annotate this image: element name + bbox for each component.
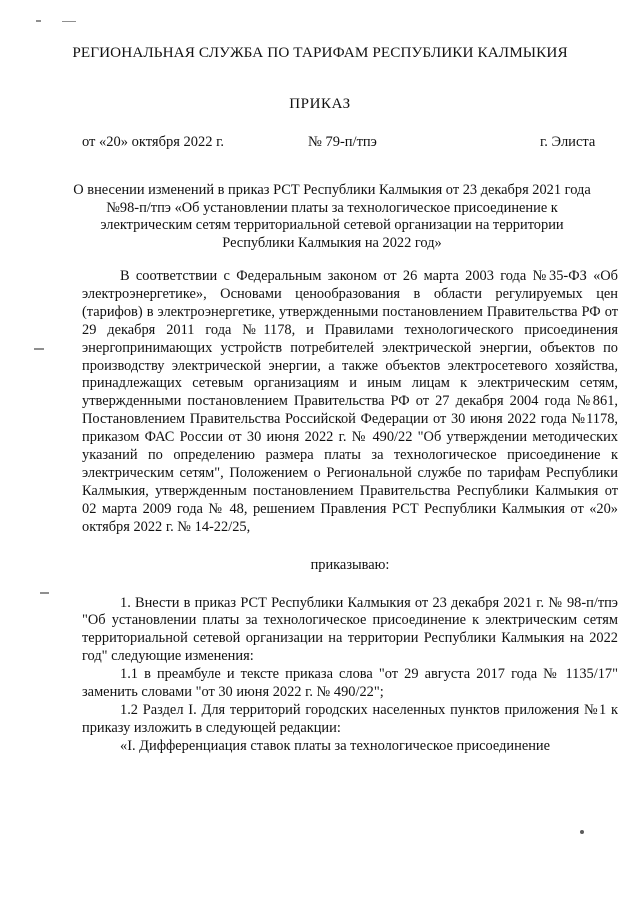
- order-number: № 79-п/тпэ: [308, 134, 377, 150]
- orders-heading: приказываю:: [310, 556, 390, 573]
- scan-mark: [34, 348, 44, 350]
- item-1-1-paragraph: 1.1 в преамбуле и тексте приказа слова "от 29 августа 2017 года № 1135/17" заменить словами "от 30 июня 2022 г. № 490/22";: [82, 666, 618, 701]
- order-date: от «20» октября 2022 г.: [82, 134, 225, 150]
- preamble-paragraph: В соответствии с Федеральным законом от 26 марта 2003 года №35-ФЗ «Об электроэнергетике», Основами ценообразования в области регулируемых цен (тарифов) в электроэнергетике, утвержденными постановлением Правительства РФ от 29 декабря 2011 года №1178, и Правилами технологического присоединения энергопринимающих устройств потребителей электрической энергии, объектов по производству электрической энергии, а также объектов электросетевого хозяйства, принадлежащих сетевым организациям и иным лицам к электрическим сетям, утвержденными постановлением Правительства РФ от 27 декабря 2004 года №861, Постановлением Правительства Российской Федерации от 30 июня 2022 года №1178, приказом ФАС России от 30 июня 2022 г. № 490/22 "Об утверждении методических указаний по определению размера платы за технологическое присоединение к электрическим сетям", Положением о Региональной службе по тарифам Республики Калмыкия, утвержденным постановлением Правительства Республики Калмыкия от 02 марта 2009 года № 48, решением Правления РСТ Республики Калмыкия от «20» октября 2022 г. № 14-22/25,: [82, 268, 618, 535]
- order-title: О внесении изменений в приказ РСТ Республики Калмыкия от 23 декабря 2021 года №98-п/тпэ «Об установлении платы за технологическое присоединение к электрическим сетям территориальной сетевой организации на территории Республики Калмыкия на 2022 год»: [73, 182, 591, 251]
- scan-mark: [62, 21, 76, 22]
- scan-mark: [36, 20, 41, 22]
- agency-name: РЕГИОНАЛЬНАЯ СЛУЖБА ПО ТАРИФАМ РЕСПУБЛИКИ КАЛМЫКИЯ: [72, 44, 568, 61]
- order-body: [82, 268, 618, 756]
- item-1-2-paragraph: 1.2 Раздел I. Для территорий городских населенных пунктов приложения №1 к приказу изложить в следующей редакции:: [82, 701, 618, 736]
- order-city: г. Элиста: [540, 134, 596, 150]
- scan-mark: [580, 830, 584, 834]
- scan-mark: [40, 592, 49, 594]
- quoted-section-heading: «I. Дифференциация ставок платы за технологическое присоединение: [120, 737, 550, 754]
- document-type: ПРИКАЗ: [289, 96, 351, 112]
- item-1-paragraph: 1. Внести в приказ РСТ Республики Калмыкия от 23 декабря 2021 г. № 98-п/тпэ "Об установлении платы за технологическое присоединение к электрическим сетям территориальной сетевой организации на территории Республики Калмыкия на 2022 год" следующие изменения:: [82, 594, 618, 665]
